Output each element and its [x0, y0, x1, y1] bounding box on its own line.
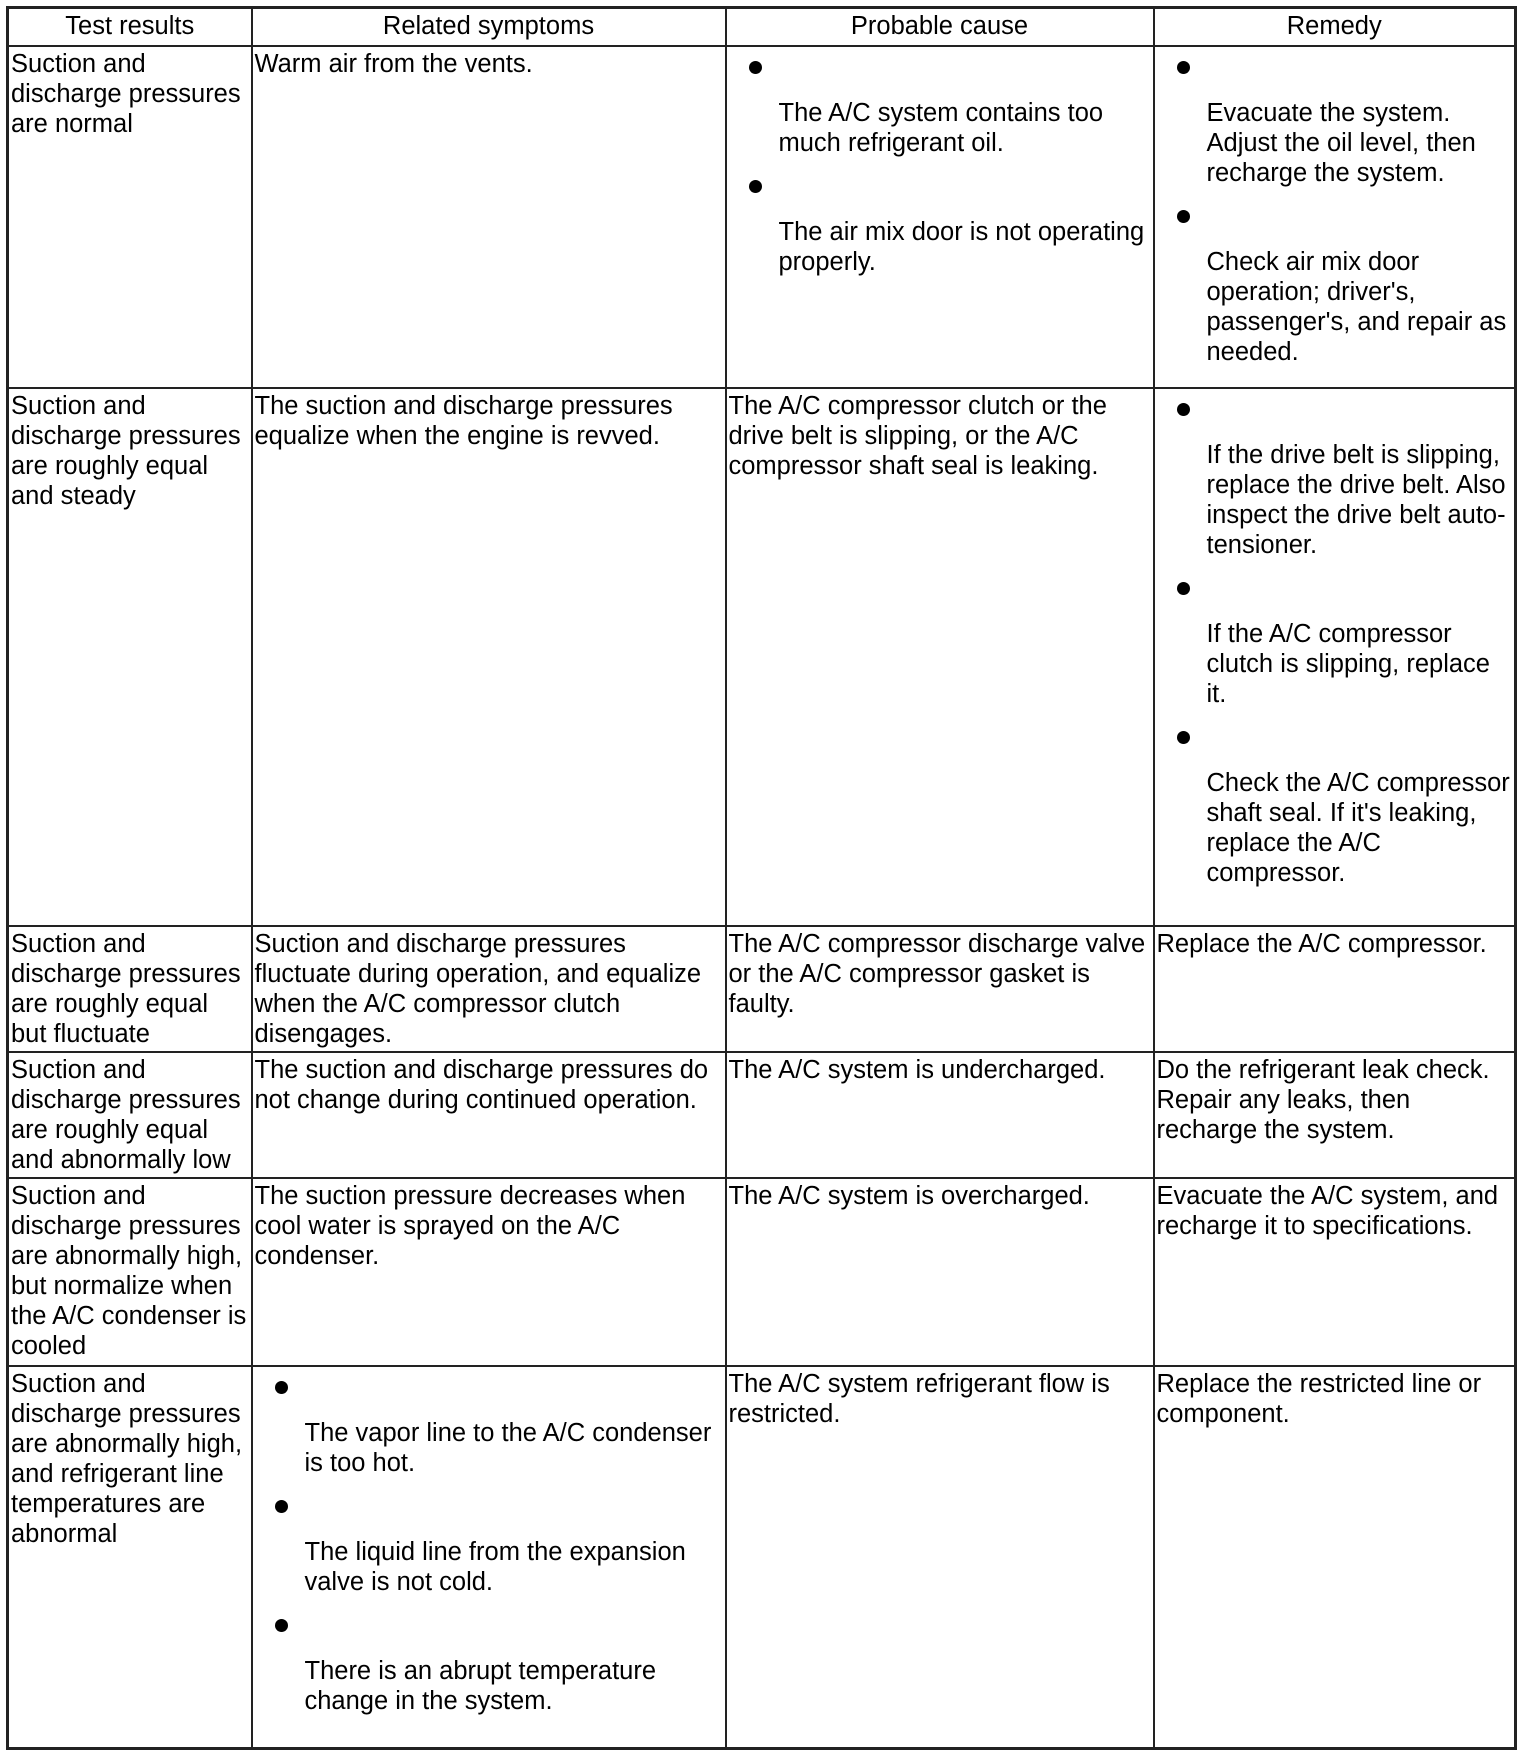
test-result-cell: Suction and discharge pressures are abnormally high, and refrigerant line temperatures are abnormal	[8, 1366, 252, 1749]
table-row	[8, 46, 1516, 388]
remedy-cell	[1154, 46, 1516, 388]
cause-cell: The A/C compressor discharge valve or the A/C compressor gasket is faulty.	[726, 926, 1154, 1052]
test-result-cell: Suction and discharge pressures are roughly equal and steady	[8, 388, 252, 926]
bullet-item	[255, 1619, 723, 1716]
remedy-cell: Evacuate the A/C system, and recharge it to specifications.	[1154, 1178, 1516, 1366]
bullet-item	[1157, 403, 1513, 560]
cause-text: The A/C system contains too much refrigerant oil.	[778, 99, 1104, 157]
remedy-cell: Replace the A/C compressor.	[1154, 926, 1516, 1052]
ac-pressure-diagnosis-table	[6, 6, 1517, 1750]
table-row	[8, 1052, 1516, 1178]
bullet-icon	[749, 180, 762, 193]
symptoms-cell: Suction and discharge pressures fluctuate during operation, and equalize when the A/C compressor clutch disengages.	[252, 926, 726, 1052]
test-result-cell: Suction and discharge pressures are roughly equal but fluctuate	[8, 926, 252, 1052]
bullet-icon	[1177, 61, 1190, 74]
bullet-icon	[1177, 210, 1190, 223]
symptoms-cell: The suction pressure decreases when cool water is sprayed on the A/C condenser.	[252, 1178, 726, 1366]
bullet-icon	[275, 1619, 288, 1632]
table-row	[8, 926, 1516, 1052]
remedy-text: Check air mix door operation; driver's, passenger's, and repair as needed.	[1206, 248, 1507, 366]
bullet-item	[255, 1381, 723, 1478]
remedy-cell: Replace the restricted line or component.	[1154, 1366, 1516, 1749]
bullet-item	[1157, 210, 1513, 367]
table-row	[8, 1366, 1516, 1749]
bullet-item	[729, 180, 1151, 277]
remedy-text: If the drive belt is slipping, replace the drive belt. Also inspect the drive belt auto-tensioner.	[1206, 441, 1506, 559]
header-related-symptoms: Related symptoms	[252, 8, 726, 47]
bullet-item	[729, 61, 1151, 158]
diagnosis-sheet	[6, 6, 1514, 1750]
cause-cell: The A/C system is overcharged.	[726, 1178, 1154, 1366]
bullet-icon	[749, 61, 762, 74]
header-remedy: Remedy	[1154, 8, 1516, 47]
test-result-cell: Suction and discharge pressures are roughly equal and abnormally low	[8, 1052, 252, 1178]
cause-cell: The A/C system refrigerant flow is restricted.	[726, 1366, 1154, 1749]
bullet-icon	[1177, 403, 1190, 416]
remedy-text: Check the A/C compressor shaft seal. If it's leaking, replace the A/C compressor.	[1206, 769, 1510, 887]
bullet-icon	[1177, 731, 1190, 744]
table-row	[8, 388, 1516, 926]
symptom-text: The vapor line to the A/C condenser is too hot.	[304, 1419, 712, 1477]
symptom-text: The liquid line from the expansion valve is not cold.	[304, 1538, 686, 1596]
bullet-icon	[1177, 582, 1190, 595]
cause-cell	[726, 46, 1154, 388]
header-test-results: Test results	[8, 8, 252, 47]
test-result-cell: Suction and discharge pressures are abnormally high, but normalize when the A/C condenser is cooled	[8, 1178, 252, 1366]
bullet-item	[1157, 582, 1513, 709]
remedy-text: If the A/C compressor clutch is slipping, replace it.	[1206, 620, 1490, 708]
bullet-icon	[275, 1500, 288, 1513]
symptoms-cell: Warm air from the vents.	[252, 46, 726, 388]
bullet-icon	[275, 1381, 288, 1394]
remedy-cell: Do the refrigerant leak check. Repair any leaks, then recharge the system.	[1154, 1052, 1516, 1178]
header-row	[8, 8, 1516, 47]
bullet-item	[1157, 61, 1513, 188]
remedy-text: Evacuate the system. Adjust the oil level, then recharge the system.	[1206, 99, 1476, 187]
cause-cell: The A/C compressor clutch or the drive belt is slipping, or the A/C compressor shaft seal is leaking.	[726, 388, 1154, 926]
header-probable-cause: Probable cause	[726, 8, 1154, 47]
symptom-text: There is an abrupt temperature change in the system.	[304, 1657, 657, 1715]
symptoms-cell: The suction and discharge pressures equalize when the engine is revved.	[252, 388, 726, 926]
symptoms-cell: The suction and discharge pressures do not change during continued operation.	[252, 1052, 726, 1178]
cause-cell: The A/C system is undercharged.	[726, 1052, 1154, 1178]
test-result-cell: Suction and discharge pressures are normal	[8, 46, 252, 388]
remedy-cell	[1154, 388, 1516, 926]
symptoms-cell	[252, 1366, 726, 1749]
bullet-item	[255, 1500, 723, 1597]
bullet-item	[1157, 731, 1513, 888]
table-row	[8, 1178, 1516, 1366]
cause-text: The air mix door is not operating properly.	[778, 218, 1145, 276]
